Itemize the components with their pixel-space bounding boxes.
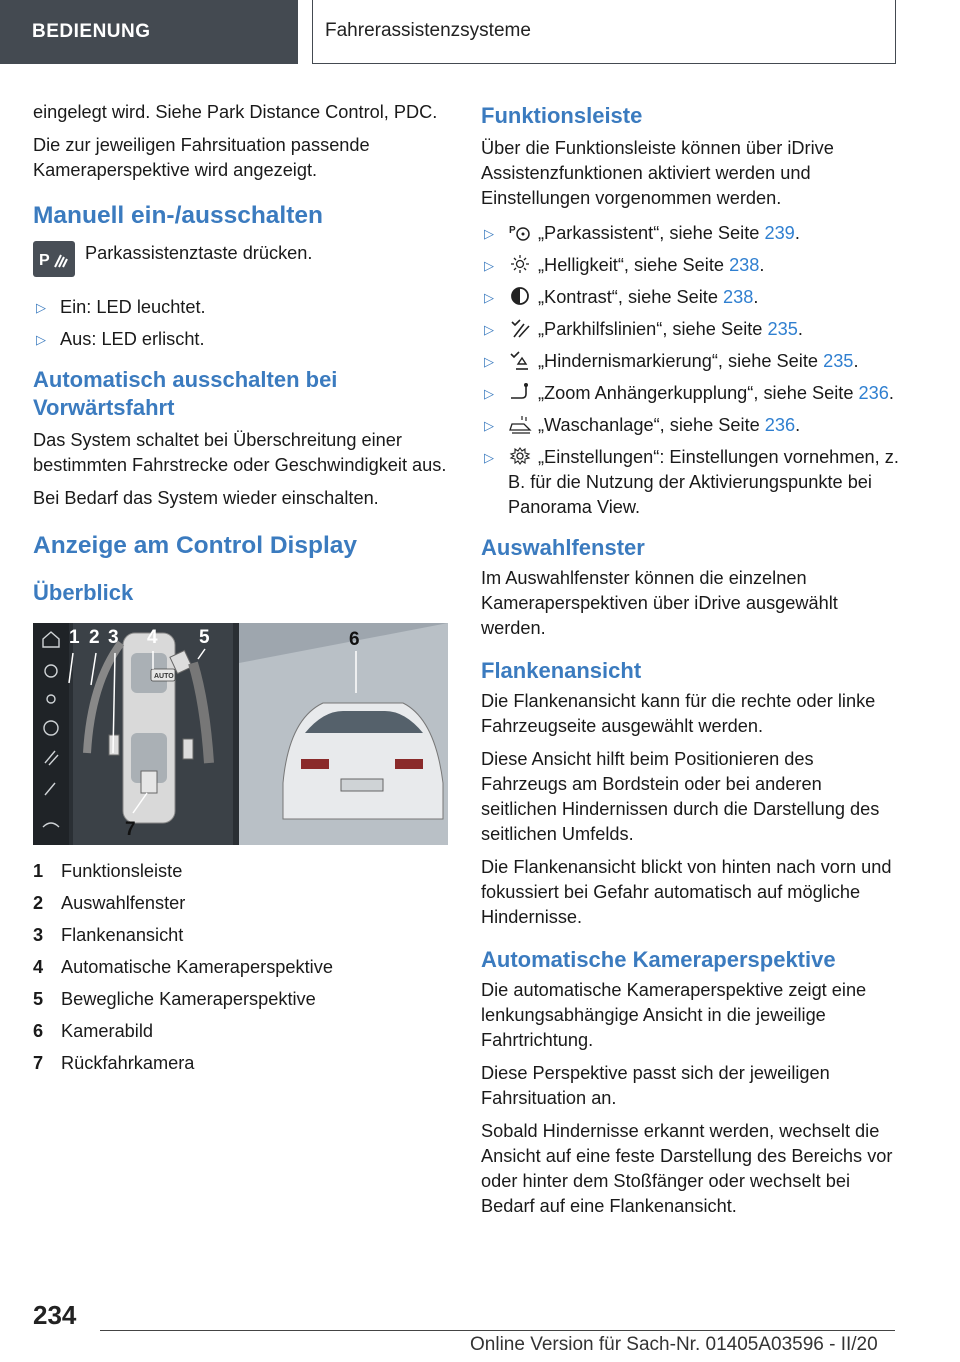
auto-badge-text: AUTO bbox=[154, 673, 174, 680]
svg-text:P: P bbox=[509, 225, 516, 236]
intro-paragraph-2: Die zur jeweiligen Fahrsituation passende Kameraperspektive wird angezeigt. bbox=[33, 135, 370, 180]
parking-lines-icon bbox=[508, 318, 532, 338]
page-link[interactable]: 238 bbox=[723, 287, 754, 307]
key-instruction bbox=[33, 241, 448, 277]
auto-camera-paragraph-3: Sobald Hindernisse erkannt werden, wechselt die Ansicht auf eine feste Darstellung des Bereichs vor oder hinter dem Stoßfänger oder wechselt bei Bedarf auf eine Flankenansicht. bbox=[481, 1121, 893, 1216]
list-item: ▷ „Zoom Anhängerkupplung“, siehe Seite 236. bbox=[481, 381, 901, 406]
auto-camera-paragraph-2: Diese Perspektive passt sich der jeweiligen Fahrsituation an. bbox=[481, 1063, 830, 1108]
key-instruction-text: Parkassistenztaste drücken. bbox=[85, 243, 313, 263]
triangle-bullet-icon: ▷ bbox=[484, 450, 494, 465]
page-link[interactable]: 235 bbox=[823, 351, 854, 371]
side-view-paragraph-3: Die Flankenansicht blickt von hinten nach vorn und fokussiert bei Gefahr automatisch auf mögliche Hindernisse. bbox=[481, 857, 892, 927]
callout-5: 5 bbox=[199, 627, 210, 648]
triangle-bullet-icon: ▷ bbox=[484, 322, 494, 337]
settings-icon bbox=[508, 446, 532, 466]
list-item: ▷ „Einstellungen“: Einstellungen vornehmen, z. B. für die Nutzung der Aktivierungspunkte bei Panorama View. bbox=[484, 447, 899, 517]
page-link[interactable]: 238 bbox=[729, 255, 760, 275]
callout-4: 4 bbox=[147, 627, 158, 648]
side-view-paragraph-1: Die Flankenansicht kann für die rechte oder linke Fahrzeugseite ausgewählt werden. bbox=[481, 691, 876, 736]
side-view-paragraph-2: Diese Ansicht hilft beim Positionieren des Fahrzeugs am Bordstein oder bei anderen seitlichen Hindernissen durch die Darstellung des seitlichen Umfelds. bbox=[481, 749, 880, 844]
list-item: ▷ Ein: LED leuchtet. bbox=[33, 295, 448, 320]
svg-text:P: P bbox=[39, 252, 50, 269]
function-bar-list bbox=[481, 221, 901, 520]
list-item: ▷ „Parkhilfslinien“, siehe Seite 235. bbox=[481, 317, 901, 342]
heading-selection-window: Auswahlfenster bbox=[481, 535, 645, 560]
contrast-icon bbox=[508, 286, 532, 306]
chapter-label: Fahrerassistenzsysteme bbox=[312, 0, 896, 64]
page-header bbox=[0, 0, 960, 66]
page-link[interactable]: 236 bbox=[764, 415, 796, 435]
triangle-bullet-icon: ▷ bbox=[484, 386, 494, 401]
heading-auto-camera: Automatische Kameraperspektive bbox=[481, 947, 836, 972]
list-item: ▷ Aus: LED erlischt. bbox=[33, 327, 448, 352]
legend-item: 6 Kamerabild bbox=[33, 1021, 153, 1041]
heading-overview: Überblick bbox=[33, 580, 134, 605]
list-item: ▷ „Kontrast“, siehe Seite 238. bbox=[481, 285, 901, 310]
heading-side-view: Flankenansicht bbox=[481, 658, 642, 683]
intro-paragraph-1: eingelegt wird. Siehe Park Distance Control, PDC. bbox=[33, 102, 438, 122]
function-bar-paragraph: Über die Funktionsleiste können über iDrive Assistenzfunktionen aktiviert werden und Einstellungen vorgenommen werden. bbox=[481, 138, 834, 208]
auto-off-paragraph-2: Bei Bedarf das System wieder einschalten. bbox=[33, 488, 379, 508]
selection-window-paragraph: Im Auswahlfenster können die einzelnen Kameraperspektiven über iDrive ausgewählt werden. bbox=[481, 568, 838, 638]
callout-2: 2 bbox=[89, 627, 100, 648]
legend-item: 5 Bewegliche Kameraperspektive bbox=[33, 989, 316, 1009]
triangle-bullet-icon: ▷ bbox=[484, 418, 494, 433]
legend-item: 3 Flankenansicht bbox=[33, 925, 184, 945]
auto-camera-paragraph-1: Die automatische Kameraperspektive zeigt eine lenkungsabhängige Ansicht in die jeweilige Fahrtrichtung. bbox=[481, 980, 867, 1050]
hitch-zoom-icon bbox=[508, 382, 532, 402]
triangle-bullet-icon: ▷ bbox=[484, 290, 494, 305]
list-item: ▷ „Hindernismarkierung“, siehe Seite 235. bbox=[481, 349, 901, 374]
triangle-bullet-icon: ▷ bbox=[484, 226, 494, 241]
list-item: ▷ „Helligkeit“, siehe Seite 238. bbox=[481, 253, 901, 278]
auto-off-paragraph-1: Das System schaltet bei Überschreitung einer bestimmten Fahrstrecke oder Geschwindigkeit aus. bbox=[33, 430, 447, 475]
page-link[interactable]: 235 bbox=[767, 319, 798, 339]
legend-item: 4 Automatische Kameraperspektive bbox=[33, 957, 333, 977]
triangle-bullet-icon: ▷ bbox=[484, 354, 494, 369]
park-assistant-icon bbox=[508, 222, 532, 242]
park-assist-key-icon bbox=[33, 241, 75, 277]
footer-divider bbox=[100, 1330, 895, 1331]
heading-control-display: Anzeige am Control Display bbox=[33, 532, 358, 559]
camera-display-figure bbox=[33, 623, 448, 845]
legend-item: 7 Rückfahrkamera bbox=[33, 1053, 195, 1073]
triangle-bullet-icon: ▷ bbox=[484, 258, 494, 273]
figure-legend bbox=[33, 859, 448, 1076]
page-link[interactable]: 239 bbox=[764, 223, 795, 243]
heading-manual: Manuell ein-/ausschalten bbox=[33, 202, 323, 229]
callout-6: 6 bbox=[349, 629, 360, 650]
callout-3: 3 bbox=[108, 627, 119, 648]
legend-item: 1 Funktionsleiste bbox=[33, 861, 183, 881]
section-label: BEDIENUNG bbox=[0, 0, 298, 64]
page-number: 234 bbox=[33, 1300, 77, 1330]
left-column bbox=[33, 100, 448, 1083]
function-bar bbox=[33, 623, 69, 845]
right-column bbox=[481, 102, 901, 1227]
online-version-note: Online Version für Sach-Nr. 01405A03596 - II/20 bbox=[470, 1334, 878, 1355]
page-link[interactable]: 236 bbox=[858, 383, 889, 403]
obstacle-marking-icon bbox=[508, 350, 532, 370]
legend-item: 2 Auswahlfenster bbox=[33, 893, 186, 913]
triangle-bullet-icon: ▷ bbox=[36, 300, 46, 315]
camera-display-illustration bbox=[33, 623, 448, 845]
brightness-icon bbox=[508, 254, 532, 274]
heading-function-bar: Funktionsleiste bbox=[481, 103, 643, 128]
car-wash-icon bbox=[508, 414, 532, 434]
callout-1: 1 bbox=[69, 627, 80, 648]
list-item: ▷ P „Parkassistent“, siehe Seite 239. bbox=[481, 221, 901, 246]
heading-auto-off: Automatisch ausschalten bei Vorwärtsfahrt bbox=[33, 367, 338, 420]
list-item: ▷ „Waschanlage“, siehe Seite 236. bbox=[481, 413, 901, 438]
led-list bbox=[33, 295, 448, 352]
triangle-bullet-icon: ▷ bbox=[36, 332, 46, 347]
callout-7: 7 bbox=[125, 819, 136, 840]
